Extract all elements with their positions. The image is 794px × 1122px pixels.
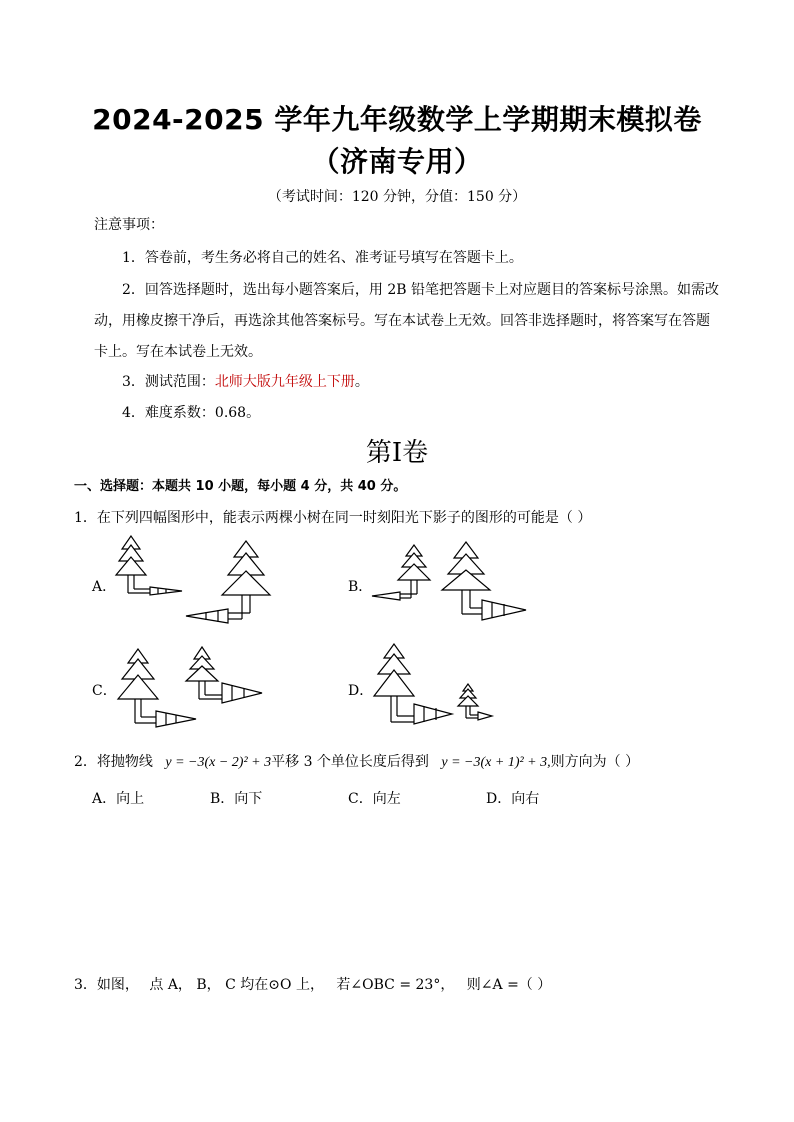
q1-option-a-label: A．: [92, 579, 117, 595]
tree-icon: [374, 644, 414, 722]
q1-option-a-figure: [110, 533, 290, 633]
q3-ask: 则∠A =（ ）: [466, 977, 552, 993]
shadow-icon: [135, 711, 196, 727]
exam-title: 2024-2025 学年九年级数学上学期期末模拟卷: [92, 103, 702, 136]
note-item-2-line1: 2．回答选择题时，选出每小题答案后，用 2B 铅笔把答题卡上对应题目的答案标号涂黑。如需改: [122, 282, 720, 298]
q2-formula-result: y = −3(x + 1)² + 3,: [441, 755, 551, 770]
tree-icon: [186, 647, 218, 699]
q2-option-c: C．向左: [348, 791, 401, 807]
exam-subtitle: （济南专用）: [311, 145, 483, 178]
note-item-3-suffix: 。: [354, 374, 369, 390]
tree-icon: [118, 649, 158, 723]
q3-condition: 若∠OBC = 23°，: [336, 977, 455, 993]
q2-option-d: D．向右: [486, 791, 540, 807]
q3-points: 点 A， B， C 均在⊙O 上，: [149, 977, 324, 993]
notes-heading: 注意事项：: [94, 217, 164, 233]
part1-heading: 一、选择题：本题共 10 小题，每小题 4 分，共 40 分。: [74, 479, 407, 494]
shadow-icon: [372, 592, 417, 600]
note-item-2-line2: 动，用橡皮擦干净后，再选涂其他答案标号。写在本试卷上无效。回答非选择题时，将答案写在答题: [94, 313, 710, 329]
q2-option-b: B．向下: [210, 791, 263, 807]
exam-info: （考试时间：120 分钟，分值：150 分）: [267, 189, 527, 205]
tree-icon: [398, 545, 430, 598]
q2-stem-mid: 平移 3 个单位长度后得到: [271, 754, 429, 770]
shadow-icon: [128, 587, 182, 595]
q2-stem-prefix: 2．将抛物线: [74, 754, 153, 770]
volume-title: 第Ⅰ卷: [365, 438, 429, 468]
q1-option-d-figure: [370, 640, 540, 730]
q1-option-b-figure: [370, 540, 540, 630]
tree-icon: [458, 684, 478, 718]
note-item-4: 4．难度系数：0.68。: [122, 405, 261, 421]
shadow-icon: [462, 600, 526, 620]
q3-stem: [74, 975, 551, 995]
shadow-icon: [186, 609, 250, 623]
q2-formula-original: y = −3(x − 2)² + 3: [165, 755, 272, 770]
note-item-3: [122, 372, 369, 392]
q1-option-c-label: C．: [92, 683, 117, 699]
tree-icon: [222, 541, 270, 619]
q2-option-a: A．向上: [92, 791, 145, 807]
q1-stem: 1．在下列四幅图形中，能表示两棵小树在同一时刻阳光下影子的图形的可能是（ ）: [74, 510, 592, 526]
q2-stem-suffix: 则方向为（ ）: [550, 754, 640, 770]
note-item-3-prefix: 3．测试范围：: [122, 374, 215, 390]
shadow-icon: [391, 704, 452, 724]
note-item-2-line3: 卡上。写在本试卷上无效。: [94, 344, 262, 360]
q1-option-d-label: D．: [348, 683, 374, 699]
q2-stem: [74, 752, 639, 773]
note-item-1: 1．答卷前，考生务必将自己的姓名、准考证号填写在答题卡上。: [122, 250, 523, 266]
shadow-icon: [199, 683, 262, 703]
q1-option-b-label: B．: [348, 579, 373, 595]
q1-option-c-figure: [110, 645, 280, 735]
tree-icon: [116, 536, 146, 593]
q3-stem-prefix: 3．如图，: [74, 977, 139, 993]
test-scope: 北师大版九年级上下册: [214, 374, 355, 390]
